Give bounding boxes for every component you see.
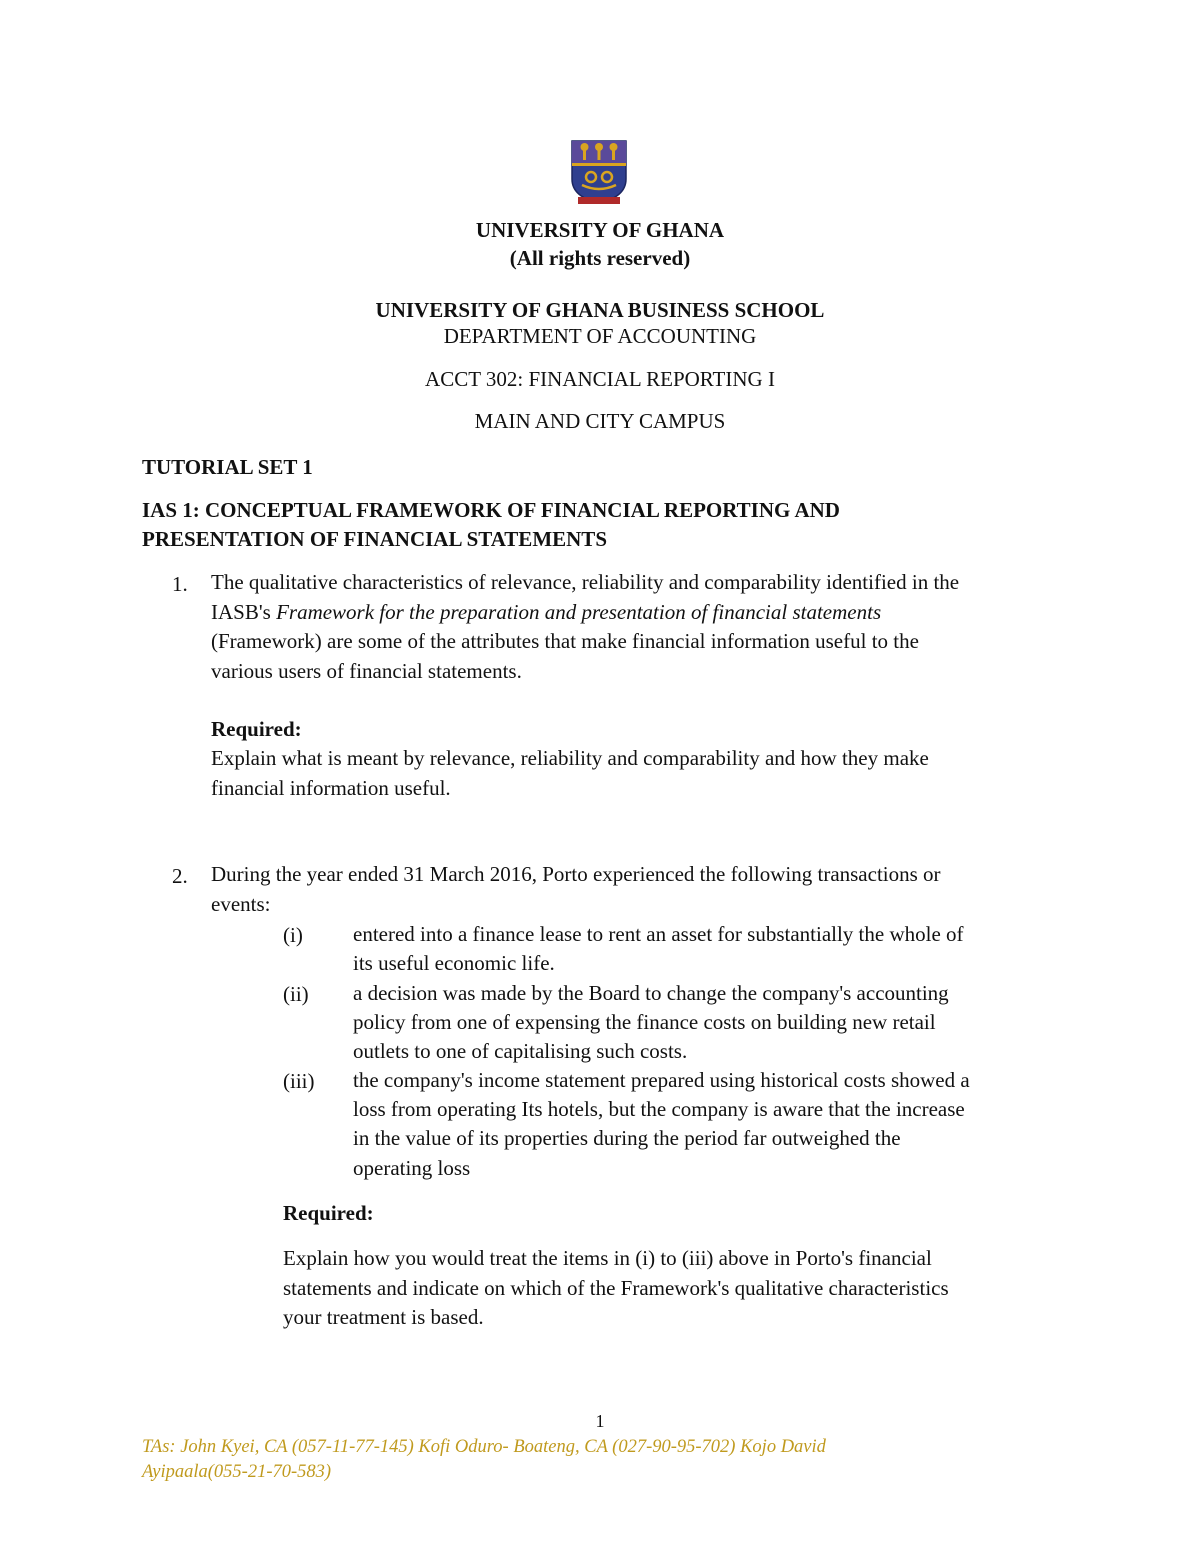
university-name: UNIVERSITY OF GHANA bbox=[475, 218, 725, 242]
q1-line: IASB's Framework for the preparation and presentation of financial statements bbox=[211, 599, 882, 624]
question-2-number: 2. bbox=[172, 864, 188, 888]
tutorial-title: TUTORIAL SET 1 bbox=[142, 455, 313, 479]
list-item: entered into a finance lease to rent an asset for substantially the whole of its useful economic life. bbox=[353, 922, 964, 976]
school-name: UNIVERSITY OF GHANA BUSINESS SCHOOL bbox=[375, 298, 825, 322]
list-item: a decision was made by the Board to change the company's accounting policy from one of expensing the finance costs on building new retail outlets to one of capitalising such costs. bbox=[353, 981, 949, 1064]
question-1-number: 1. bbox=[172, 572, 188, 596]
footer-ta-contacts: TAs: John Kyei, CA (057-11-77-145) Kofi Oduro- Boateng, CA (027-90-95-702) Kojo David Ayipaala(055-21-70-583) bbox=[142, 1437, 826, 1482]
q1-required-label: Required: bbox=[211, 717, 302, 741]
item-marker: (iii) bbox=[283, 1069, 315, 1093]
department-name: DEPARTMENT OF ACCOUNTING bbox=[443, 324, 757, 348]
university-crest-icon bbox=[570, 139, 628, 205]
rights-notice: (All rights reserved) bbox=[509, 246, 691, 270]
item-marker: (ii) bbox=[283, 982, 309, 1006]
q1-line: various users of financial statements. bbox=[211, 658, 522, 683]
item-marker: (i) bbox=[283, 923, 303, 947]
framework-title: Framework for the preparation and presentation of financial statements bbox=[276, 599, 882, 624]
q1-required-text: Explain what is meant by relevance, reliability and comparability and how they make financial information useful. bbox=[211, 746, 929, 800]
campus-name: MAIN AND CITY CAMPUS bbox=[474, 409, 726, 433]
page-number: 1 bbox=[595, 1411, 605, 1431]
q2-required-label: Required: bbox=[283, 1201, 374, 1225]
question-2-text: During the year ended 31 March 2016, Porto experienced the following transactions or events: bbox=[211, 862, 941, 916]
list-item: the company's income statement prepared using historical costs showed a loss from operating Its hotels, but the company is aware that the increase in the value of its properties during the period far outweighed the operating loss bbox=[353, 1068, 970, 1180]
section-heading-line1: IAS 1: CONCEPTUAL FRAMEWORK OF FINANCIAL REPORTING AND bbox=[142, 498, 840, 522]
q1-line: The qualitative characteristics of relevance, reliability and comparability identified in the bbox=[211, 570, 960, 594]
section-heading-line2: PRESENTATION OF FINANCIAL STATEMENTS bbox=[142, 527, 607, 551]
course-title: ACCT 302: FINANCIAL REPORTING I bbox=[425, 367, 775, 391]
q2-required-text: Explain how you would treat the items in (i) to (iii) above in Porto's financial statements and indicate on which of the Framework's qualitative characteristics your treatment is based. bbox=[283, 1246, 949, 1329]
q1-line: (Framework) are some of the attributes that make financial information useful to the bbox=[211, 629, 919, 653]
question-1-text bbox=[211, 568, 1091, 686]
